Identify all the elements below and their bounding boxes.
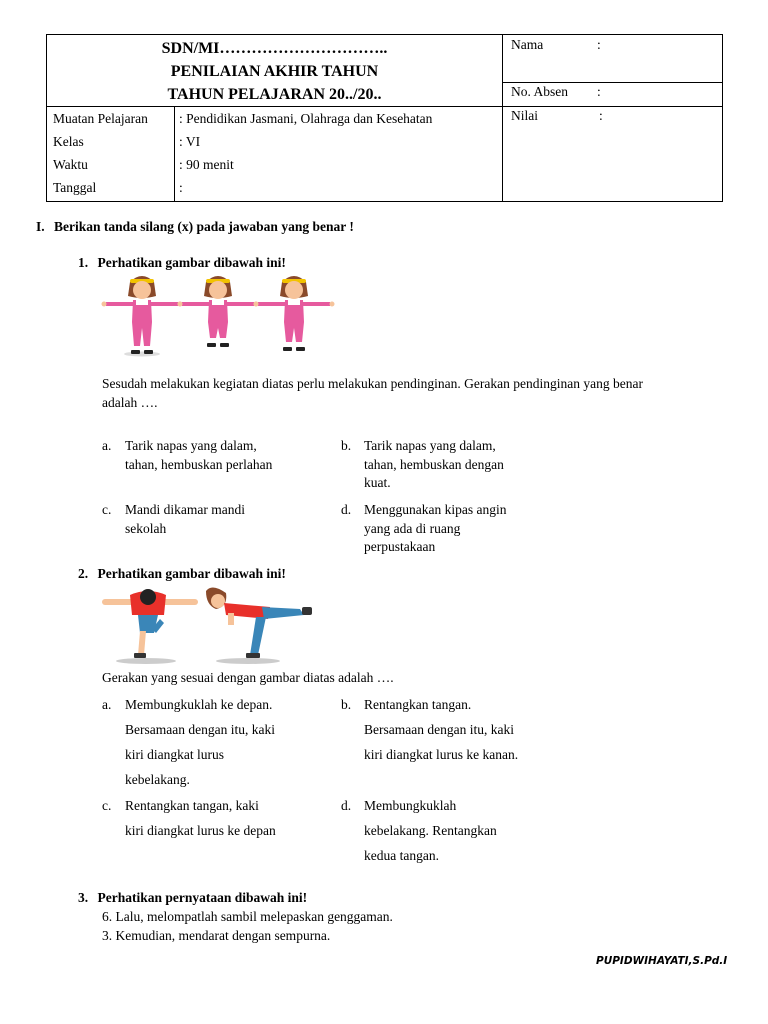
info-label-waktu: Waktu [53, 157, 88, 172]
q2-option-a-line: Bersamaan dengan itu, kaki [125, 722, 275, 737]
info-label-kelas: Kelas [53, 134, 84, 149]
info-value-muatan: : Pendidikan Jasmani, Olahraga dan Kesehatan [179, 111, 433, 126]
girl-figure-3 [254, 276, 335, 351]
q1-text-line1: Sesudah melakukan kegiatan diatas perlu melakukan pendinginan. Gerakan pendinginan yang benar [102, 376, 643, 391]
nama-label: Nama [511, 37, 544, 52]
nama-field[interactable]: : [597, 37, 601, 52]
school-year: TAHUN PELAJARAN 20../20.. [167, 86, 382, 103]
q1-number: 1. [78, 255, 89, 270]
q3-heading [78, 890, 307, 906]
q1-illustration [100, 272, 340, 358]
q1-text [102, 375, 643, 412]
header-table [46, 34, 723, 202]
q1-option-b-letter: b. [341, 438, 352, 453]
q2-option-c-line: Rentangkan tangan, kaki [125, 798, 259, 813]
girl-figure-2 [178, 276, 259, 347]
nilai-cell [503, 107, 723, 202]
q2-illustration [100, 585, 322, 667]
q2-option-a-letter: a. [102, 697, 112, 712]
q1-option-a-line: Tarik napas yang dalam, [125, 438, 257, 453]
q1-text-line2: adalah …. [102, 394, 158, 410]
section-instruction: Berikan tanda silang (x) pada jawaban yang benar ! [54, 219, 354, 234]
q3-statement: 6. Lalu, melompatlah sambil melepaskan genggaman. [102, 909, 393, 924]
q2-option-c-line: kiri diangkat lurus ke depan [125, 823, 276, 838]
nama-cell [503, 35, 723, 83]
q1-option-b-line: tahan, hembuskan dengan [364, 456, 504, 472]
q1-option-b-line: Tarik napas yang dalam, [364, 438, 496, 453]
child-balance-figure-2 [206, 587, 312, 664]
q2-option-d-letter: d. [341, 798, 352, 813]
section-heading [36, 219, 354, 235]
q1-option-d-line: Menggunakan kipas angin [364, 502, 507, 517]
info-value-waktu: : 90 menit [179, 157, 234, 172]
exam-title: PENILAIAN AKHIR TAHUN [170, 63, 379, 80]
nilai-field[interactable]: : [599, 108, 603, 123]
q1-heading [78, 255, 286, 271]
q2-option-b-line: kiri diangkat lurus ke kanan. [364, 747, 519, 762]
info-label-muatan: Muatan Pelajaran [53, 111, 148, 126]
q2-option-d-line: Membungkuklah [364, 798, 457, 813]
q2-number: 2. [78, 566, 89, 581]
q1-option-c-letter: c. [102, 502, 112, 517]
q2-option-b-letter: b. [341, 697, 352, 712]
q3-statement: 3. Kemudian, mendarat dengan sempurna. [102, 927, 331, 943]
q1-option-a-letter: a. [102, 438, 112, 453]
q2-option-d-line: kebelakang. Rentangkan [364, 823, 497, 838]
q2-option-a-line: Membungkuklah ke depan. [125, 697, 273, 712]
q1-option-c-line: Mandi dikamar mandi [125, 502, 245, 517]
q3-number: 3. [78, 890, 89, 905]
child-balance-figure-1 [102, 589, 198, 664]
q2-prompt: Perhatikan gambar dibawah ini! [97, 566, 286, 581]
author-footer: PUPIDWIHAYATI,S.Pd.I [596, 955, 728, 967]
q2-option-a-line: kiri diangkat lurus [125, 747, 224, 762]
info-value-tanggal[interactable]: : [179, 180, 183, 195]
nilai-label: Nilai [511, 108, 538, 123]
q1-option-d-line: yang ada di ruang [364, 520, 461, 536]
q2-option-b-line: Rentangkan tangan. [364, 697, 472, 712]
school-cell [47, 35, 503, 107]
girl-figure-1 [102, 276, 183, 357]
q2-option-d-line: kedua tangan. [364, 848, 439, 863]
q3-prompt: Perhatikan pernyataan dibawah ini! [97, 890, 308, 905]
q2-option-a-line: kebelakang. [125, 772, 190, 787]
absen-cell [503, 83, 723, 107]
q2-text: Gerakan yang sesuai dengan gambar diatas adalah …. [102, 670, 394, 685]
q1-option-d-line: perpustakaan [364, 539, 436, 554]
section-number: I. [36, 219, 45, 234]
q2-option-b-line: Bersamaan dengan itu, kaki [364, 722, 514, 737]
q1-option-a-line: tahan, hembuskan perlahan [125, 456, 273, 472]
info-values [175, 107, 503, 202]
q1-option-b-line: kuat. [364, 475, 391, 490]
school-name: SDN/MI………………………….. [161, 40, 388, 57]
q1-option-d-letter: d. [341, 502, 352, 517]
q2-heading [78, 566, 286, 582]
absen-label: No. Absen [511, 84, 568, 99]
info-labels [47, 107, 175, 202]
absen-field[interactable]: : [597, 84, 601, 99]
q1-option-c-line: sekolah [125, 520, 167, 536]
q1-prompt: Perhatikan gambar dibawah ini! [97, 255, 286, 270]
info-label-tanggal: Tanggal [53, 180, 97, 195]
q2-option-c-letter: c. [102, 798, 112, 813]
info-value-kelas: : VI [179, 134, 201, 149]
q3-statements [102, 908, 393, 945]
